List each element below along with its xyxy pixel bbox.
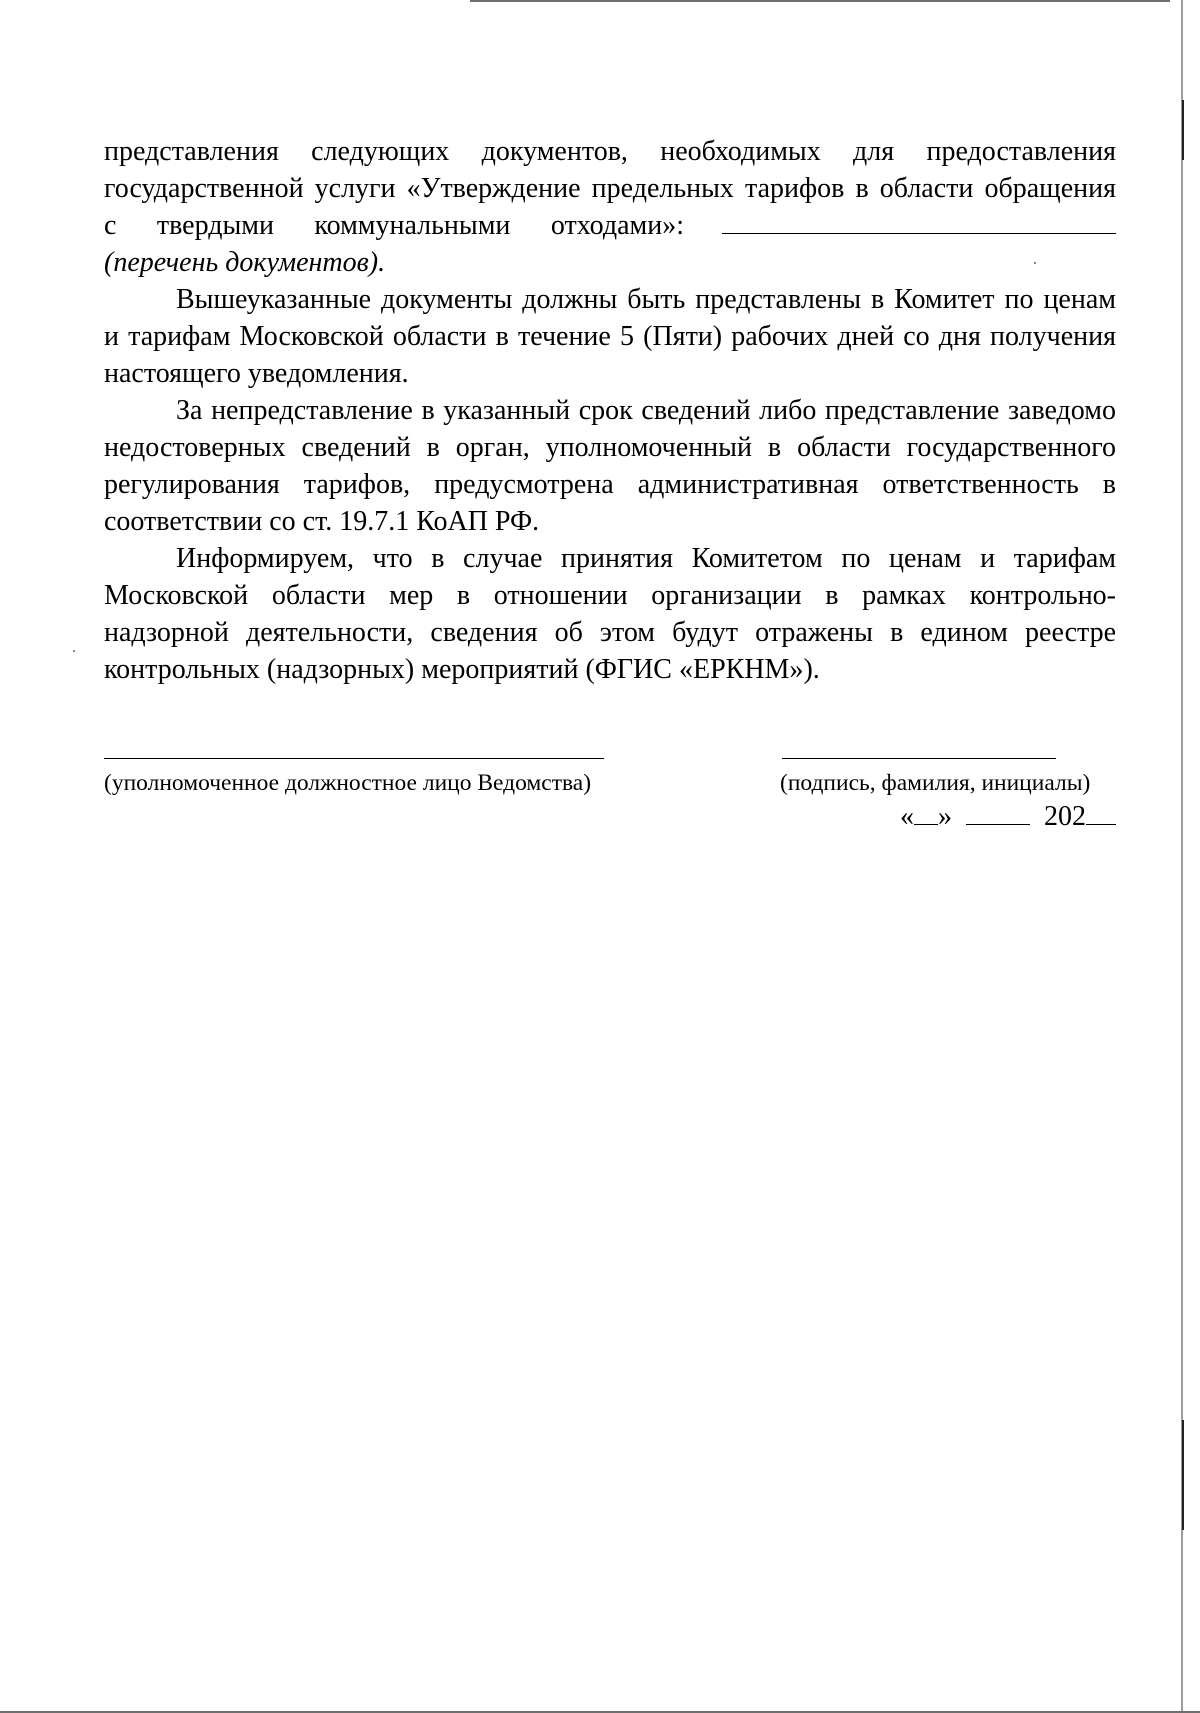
body-line: и тарифам Московской области в течение 5 (Пяти) рабочих дней со дня получения — [104, 321, 1116, 352]
body-line: надзорной деятельности, сведения об этом будут отражены в едином реестре — [104, 617, 1116, 648]
body-line: настоящего уведомления. — [104, 358, 409, 389]
date-close-quote: » — [938, 801, 952, 832]
scan-top-edge — [470, 0, 1170, 2]
date-line — [900, 800, 1116, 834]
body-line: с твердыми коммунальными отходами»: — [104, 210, 684, 241]
date-month-blank[interactable] — [966, 802, 1030, 825]
body-line: Московской области мер в отношении организации в рамках контрольно- — [104, 580, 1116, 611]
date-year-blank[interactable] — [1086, 802, 1116, 825]
document-list-row — [104, 207, 1116, 244]
date-year-prefix: 202 — [1044, 801, 1086, 832]
body-line: государственной услуги «Утверждение предельных тарифов в области обращения — [104, 173, 1116, 204]
scan-edge-mark — [1182, 1420, 1184, 1530]
body-line: соответствии со ст. 19.7.1 КоАП РФ. — [104, 506, 540, 537]
document-list-hint: (перечень документов). — [104, 247, 386, 278]
scan-edge-mark — [1182, 100, 1184, 160]
date-day-blank[interactable] — [914, 802, 938, 825]
official-signature-line[interactable] — [104, 758, 604, 759]
body-line: представления следующих документов, необходимых для предоставления — [104, 136, 1116, 167]
document-body — [104, 133, 1116, 688]
body-line: регулирования тарифов, предусмотрена административная ответственность в — [104, 469, 1116, 500]
body-line: За непредставление в указанный срок сведений либо представление заведомо — [176, 395, 1116, 426]
body-line: недостоверных сведений в орган, уполномоченный в области государственного — [104, 432, 1116, 463]
official-caption: (уполномоченное должностное лицо Ведомства) — [104, 770, 592, 796]
signature-line[interactable] — [782, 758, 1056, 759]
body-line: Информируем, что в случае принятия Комитетом по ценам и тарифам — [176, 543, 1116, 574]
date-open-quote: « — [900, 801, 914, 832]
body-line: Вышеуказанные документы должны быть представлены в Комитет по ценам — [176, 284, 1116, 315]
body-line: контрольных (надзорных) мероприятий (ФГИС «ЕРКНМ»). — [104, 654, 820, 685]
scan-speck — [73, 650, 75, 652]
document-list-blank[interactable] — [722, 209, 1116, 234]
signature-caption: (подпись, фамилия, инициалы) — [780, 770, 1091, 796]
